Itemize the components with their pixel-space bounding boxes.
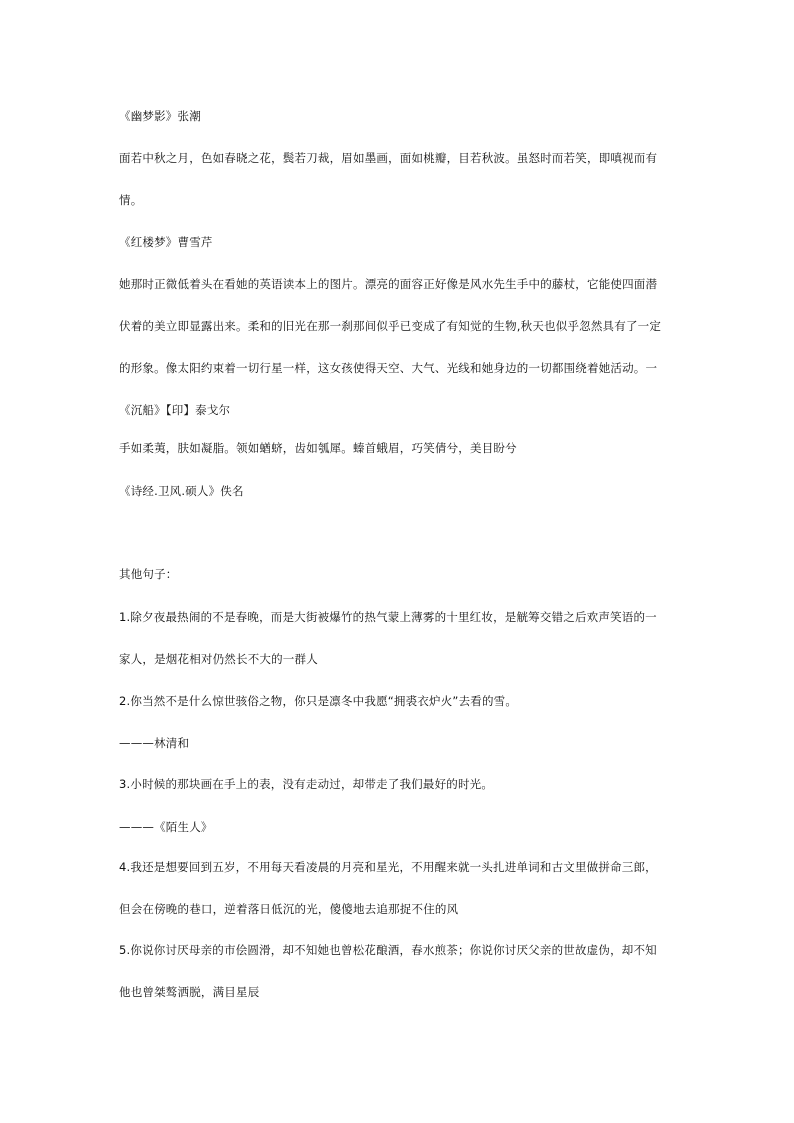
section-heading: 其他句子： — [119, 567, 178, 581]
source-line: 《诗经.卫风.硕人》佚名 — [119, 484, 244, 498]
source-line: 《幽梦影》张潮 — [119, 109, 201, 123]
source-line: 《沉船》【印】泰戈尔 — [119, 403, 231, 417]
sentence-line: 3.小时候的那块画在手上的表，没有走动过，却带走了我们最好的时光。 — [119, 777, 494, 791]
sentence-line: 家人，是烟花相对仍然长不大的一群人 — [119, 652, 318, 666]
sentence-line: 2.你当然不是什么惊世骇俗之物，你只是凛冬中我愿“拥裘衣炉火”去看的雪。 — [119, 694, 518, 708]
quote-line: 手如柔荑，肤如凝脂。领如蝤蛴，齿如瓠犀。螓首蛾眉，巧笑倩兮，美目盼兮 — [119, 441, 517, 455]
quote-line: 她那时正微低着头在看她的英语读本上的图片。漂亮的面容正好像是风水先生手中的藤杖，它能使四面潜 — [119, 277, 658, 291]
quote-line: 面若中秋之月，色如春晓之花，鬓若刀裁，眉如墨画，面如桃瓣，目若秋波。虽怒时而若笑，即嗔视而有 — [119, 151, 658, 165]
quote-line: 情。 — [119, 193, 143, 207]
sentence-line: 1.除夕夜最热闹的不是春晚，而是大街被爆竹的热气蒙上薄雾的十里红妆，是觥筹交错之后欢声笑语的一 — [119, 610, 657, 624]
sentence-line: 但会在傍晚的巷口，逆着落日低沉的光，傻傻地去追那捉不住的风 — [119, 902, 459, 916]
source-line: 《红楼梦》曹雪芹 — [119, 235, 213, 249]
quote-line: 伏着的美立即显露出来。柔和的旧光在那一刹那间似乎已变成了有知觉的生物,秋天也似乎忽然具有了一定 — [119, 319, 662, 333]
attribution-line: ———《陌生人》 — [119, 820, 213, 834]
sentence-line: 4.我还是想要回到五岁，不用每天看凌晨的月亮和星光，不用醒来就一头扎进单词和古文里做拼命三郎， — [119, 860, 657, 874]
sentence-line: 他也曾桀骜洒脱，满目星辰 — [119, 985, 260, 999]
quote-line: 的形象。像太阳约束着一切行星一样，这女孩使得天空、大气、光线和她身边的一切都围绕着她活动。一 — [119, 361, 658, 375]
attribution-line: ———林清和 — [119, 736, 190, 750]
sentence-line: 5.你说你讨厌母亲的市侩圆滑，却不知她也曾松花酿酒，春水煎茶；你说你讨厌父亲的世故虚伪，却不知 — [119, 943, 657, 957]
